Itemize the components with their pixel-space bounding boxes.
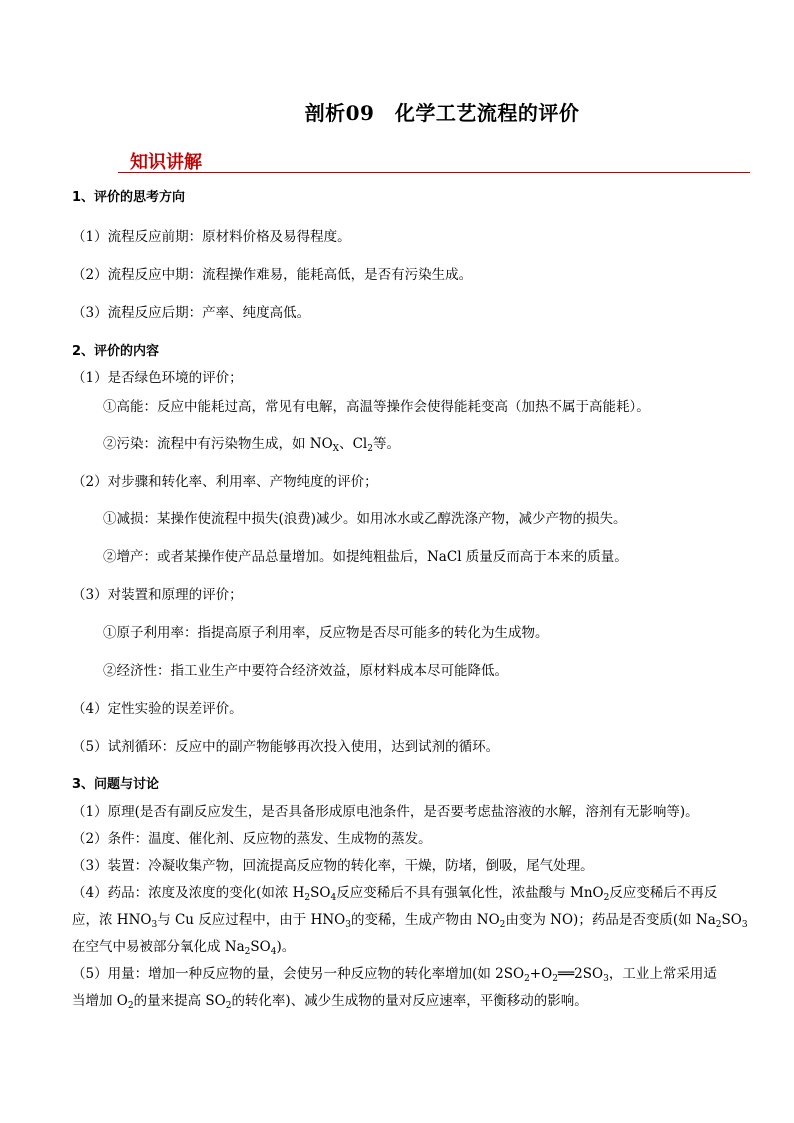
paragraph: （1）原理(是否有副反应发生，是否具备形成原电池条件，是否要考虑盐溶液的水解，溶剂有无影响等)。 [72,804,699,820]
paragraph: ①减损：某操作使流程中损失(浪费)减少。如用冰水或乙醇洗涤产物，减少产物的损失。 [103,511,627,527]
paragraph: （4）定性实验的误差评价。 [72,701,243,717]
paragraph: 应，浓 $HNO_3$与 Cu 反应过程中，由于 $HNO_3$的变稀，生成产物由 $NO_2$由变为 NO)；药品是否变质(如 $Na_2SO_3$ [72,912,748,930]
section-divider [118,172,750,173]
paragraph: 在空气中易被部分氧化成 $Na_2SO_4$)。 [72,939,296,957]
heading-1: 1、评价的思考方向 [72,190,186,205]
paragraph: ②增产：或者某操作使产品总量增加。如提纯粗盐后，NaCl 质量反而高于本来的质量。 [103,549,628,565]
page-title: 剖析09 化学工艺流程的评价 [304,101,580,125]
paragraph: （2）对步骤和转化率、利用率、产物纯度的评价； [72,474,378,490]
paragraph: （1）是否绿色环境的评价； [72,370,243,386]
paragraph: （3）流程反应后期：产率、纯度高低。 [72,305,311,321]
paragraph: ①原子利用率：指提高原子利用率，反应物是否尽可能多的转化为生成物。 [103,625,549,641]
paragraph: （5）用量：增加一种反应物的量，会使另一种反应物的转化率增加(如 $2SO_2+O_2══2SO_3$，工业上常采用适 [72,966,717,984]
paragraph: 当增加 $O_2$的量来提高 $SO_2$的转化率)、减少生成物的量对反应速率，平衡移动的影响。 [72,993,588,1011]
heading-3: 3、问题与讨论 [72,777,160,792]
paragraph: （2）流程反应中期：流程操作难易，能耗高低，是否有污染生成。 [72,267,473,283]
paragraph: （4）药品：浓度及浓度的变化(如浓 $H_2SO_4$反应变稀后不具有强氧化性，浓盐酸与 MnO$_2$反应变稀后不再反 [72,885,718,903]
paragraph: （2）条件：温度、催化剂、反应物的蒸发、生成物的蒸发。 [72,831,432,847]
section-heading: 知识讲解 [130,152,202,173]
paragraph: ②污染：流程中有污染物生成，如 $NO_X$、$Cl_2$等。 [103,436,400,454]
paragraph: ①高能：反应中能耗过高，常见有电解，高温等操作会使得能耗变高（加热不属于高能耗）。 [103,399,650,415]
paragraph: （3）装置：冷凝收集产物，回流提高反应物的转化率，干燥，防堵，倒吸，尾气处理。 [72,858,594,874]
paragraph: ②经济性：指工业生产中要符合经济效益，原材料成本尽可能降低。 [103,663,508,679]
heading-2: 2、评价的内容 [72,344,160,359]
paragraph: （1）流程反应前期：原材料价格及易得程度。 [72,229,351,245]
paragraph: （3）对装置和原理的评价； [72,587,243,603]
paragraph: （5）试剂循环：反应中的副产物能够再次投入使用，达到试剂的循环。 [72,739,500,755]
